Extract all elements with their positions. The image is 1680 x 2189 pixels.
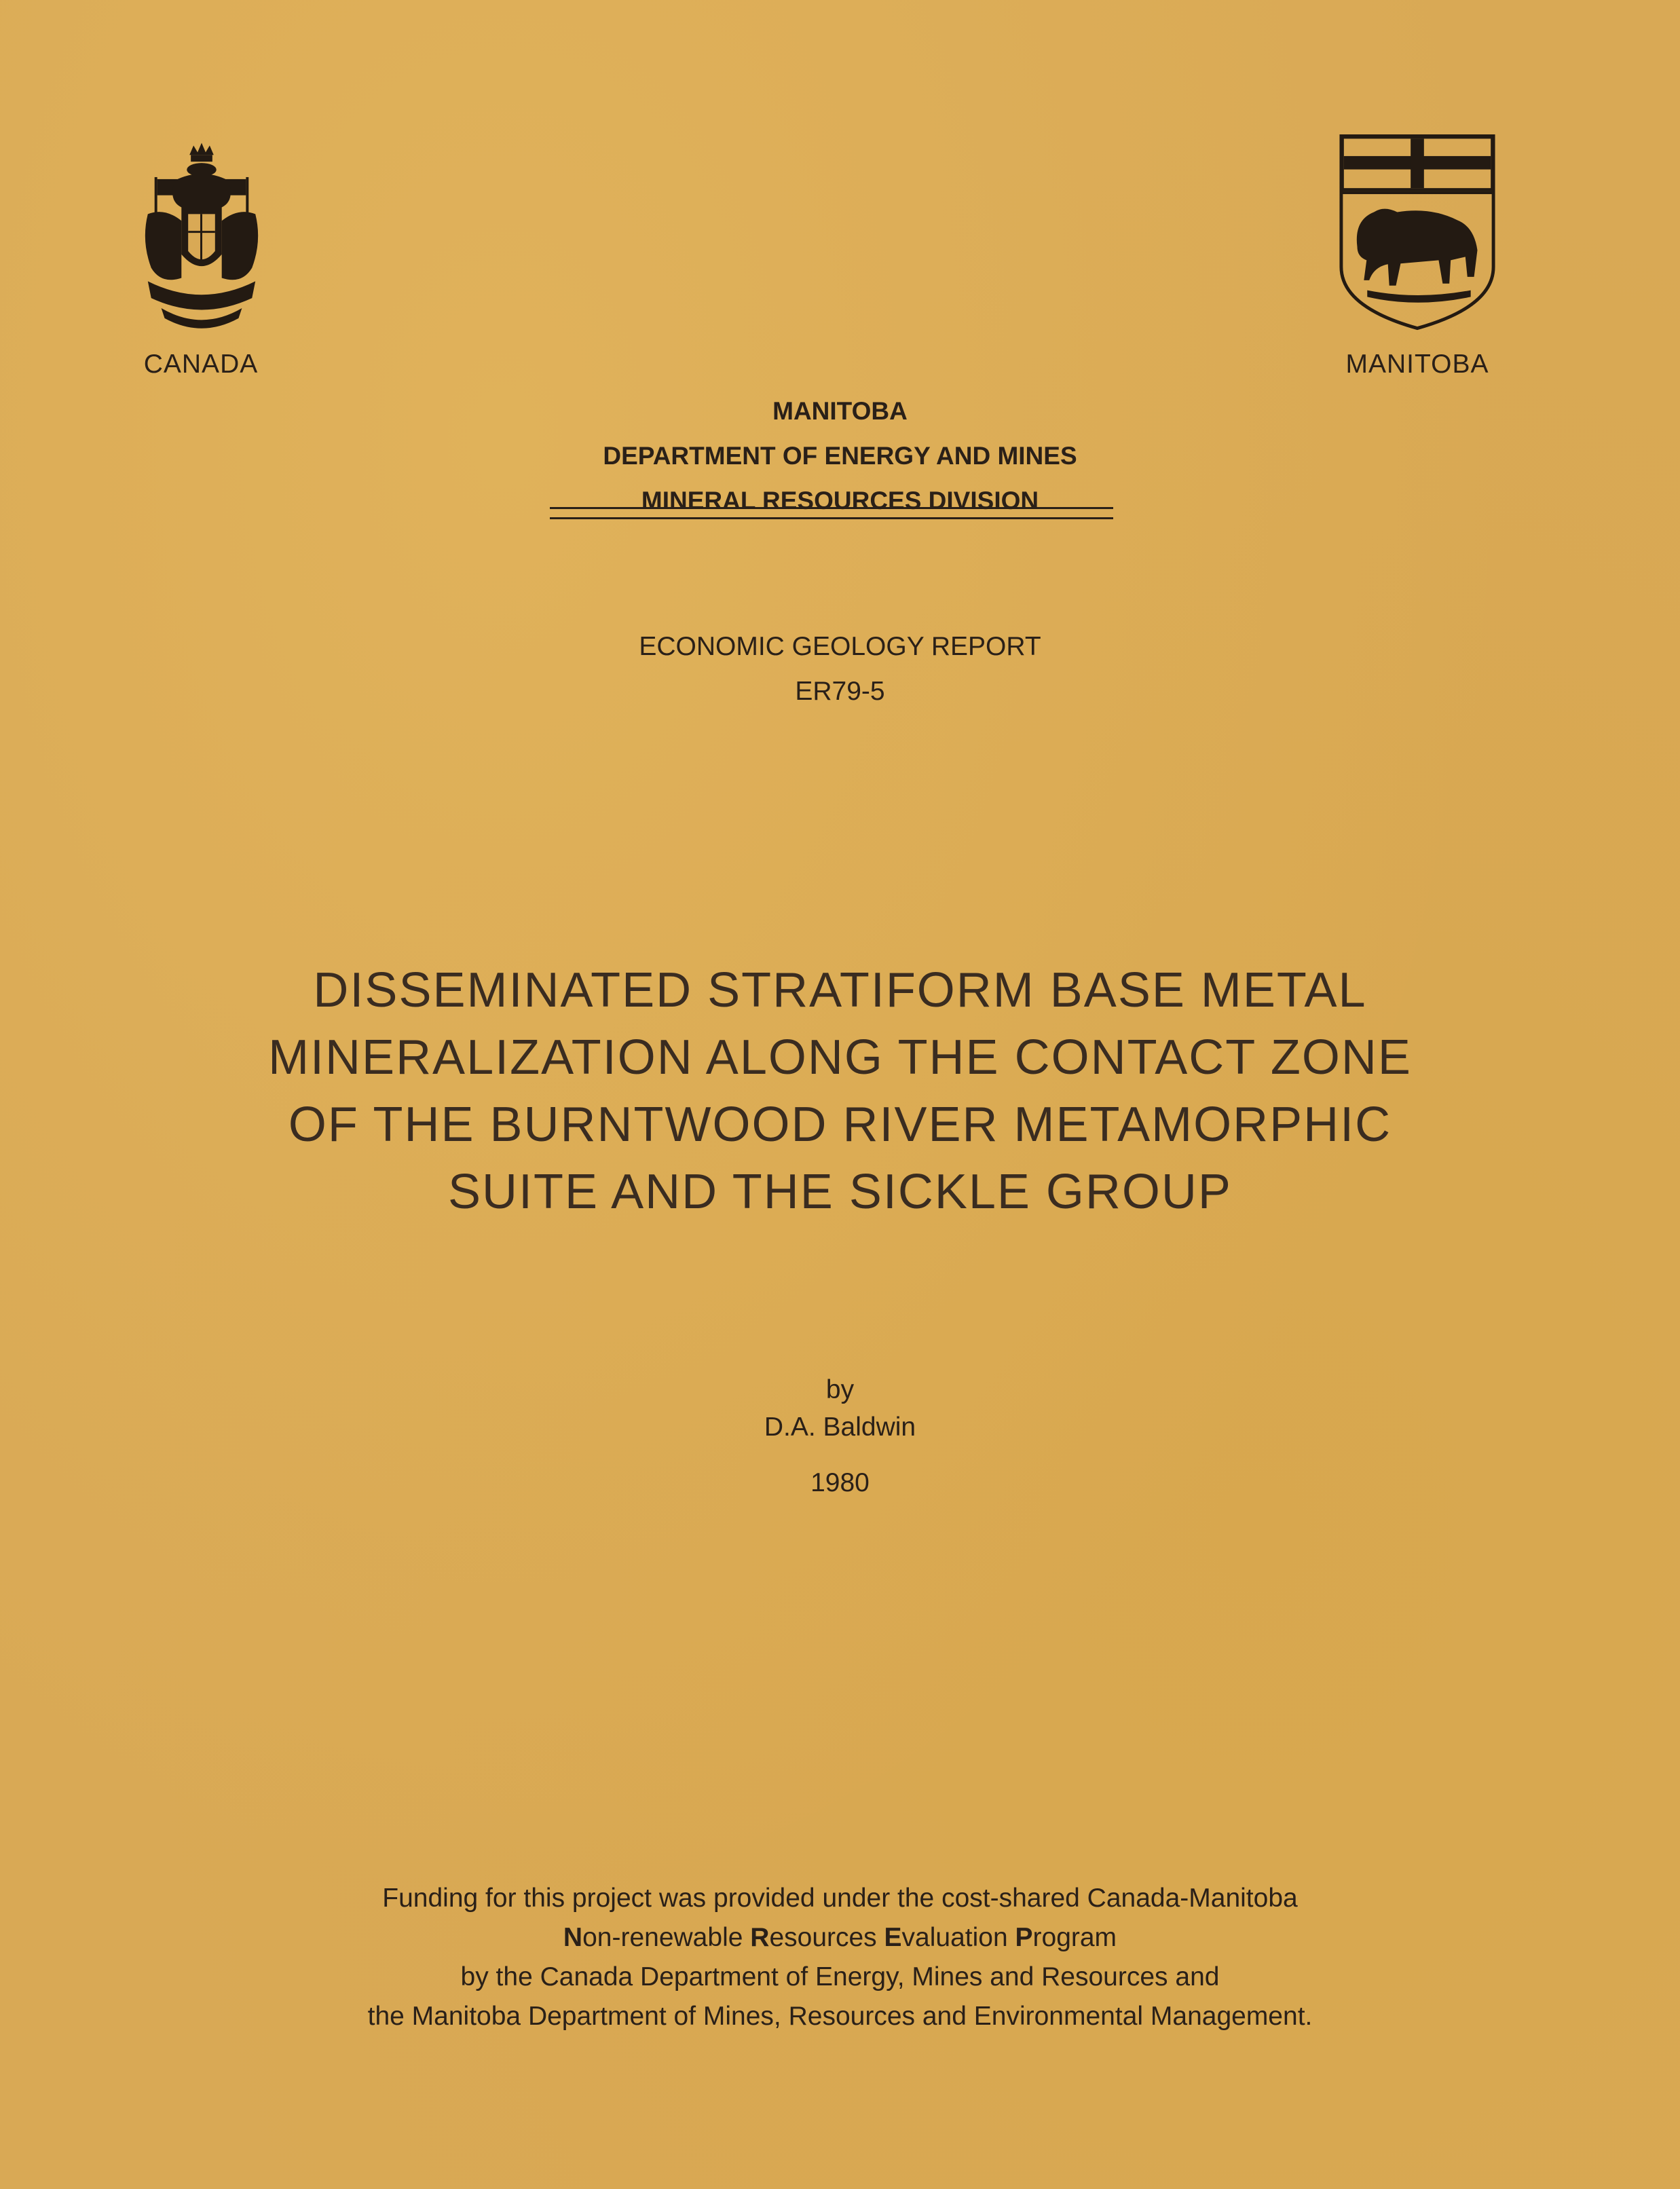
funding-line-3: by the Canada Department of Energy, Mines and Resources and: [460, 1962, 1220, 1991]
author-name: D.A. Baldwin: [764, 1412, 916, 1442]
report-series: [0, 624, 1680, 714]
report-title: [0, 957, 1680, 1226]
author-block: [0, 1371, 1680, 1446]
report-series-name: ECONOMIC GEOLOGY REPORT: [639, 632, 1041, 661]
program-word-program: rogram: [1032, 1923, 1117, 1952]
department-double-rule: [550, 507, 1113, 519]
program-initial-p: P: [1015, 1923, 1033, 1952]
title-line-4: SUITE AND THE SICKLE GROUP: [448, 1165, 1232, 1219]
program-word-resources: esources: [769, 1923, 884, 1952]
program-initial-e: E: [884, 1923, 902, 1952]
program-word-nonrenewable: on-renewable: [582, 1923, 751, 1952]
funding-statement: [0, 1879, 1680, 2036]
title-line-3: OF THE BURNTWOOD RIVER METAMORPHIC: [288, 1098, 1392, 1152]
canada-label: CANADA: [143, 350, 259, 379]
program-initial-r: R: [750, 1923, 770, 1952]
canada-coat-of-arms-icon: [134, 139, 269, 343]
funding-line-1: Funding for this project was provided under the cost-shared Canada-Manitoba: [382, 1884, 1298, 1913]
funding-line-4: the Manitoba Department of Mines, Resources and Environmental Management.: [367, 2002, 1313, 2031]
author-by: by: [825, 1375, 855, 1404]
division-name: MINERAL RESOURCES DIVISION: [641, 487, 1039, 514]
report-number: ER79-5: [795, 677, 885, 706]
manitoba-coat-of-arms-icon: [1337, 133, 1497, 334]
funding-program-line: [0, 1918, 1680, 1958]
manitoba-label: MANITOBA: [1345, 350, 1489, 379]
publication-year: 1980: [810, 1468, 870, 1497]
program-initial-n: N: [563, 1923, 583, 1952]
title-line-2: MINERALIZATION ALONG THE CONTACT ZONE: [268, 1030, 1412, 1085]
department-heading: [0, 389, 1680, 523]
program-word-evaluation: valuation: [901, 1923, 1015, 1952]
province-name: MANITOBA: [772, 397, 908, 425]
title-line-1: DISSEMINATED STRATIFORM BASE METAL: [313, 963, 1367, 1017]
department-name: DEPARTMENT OF ENERGY AND MINES: [603, 442, 1077, 470]
